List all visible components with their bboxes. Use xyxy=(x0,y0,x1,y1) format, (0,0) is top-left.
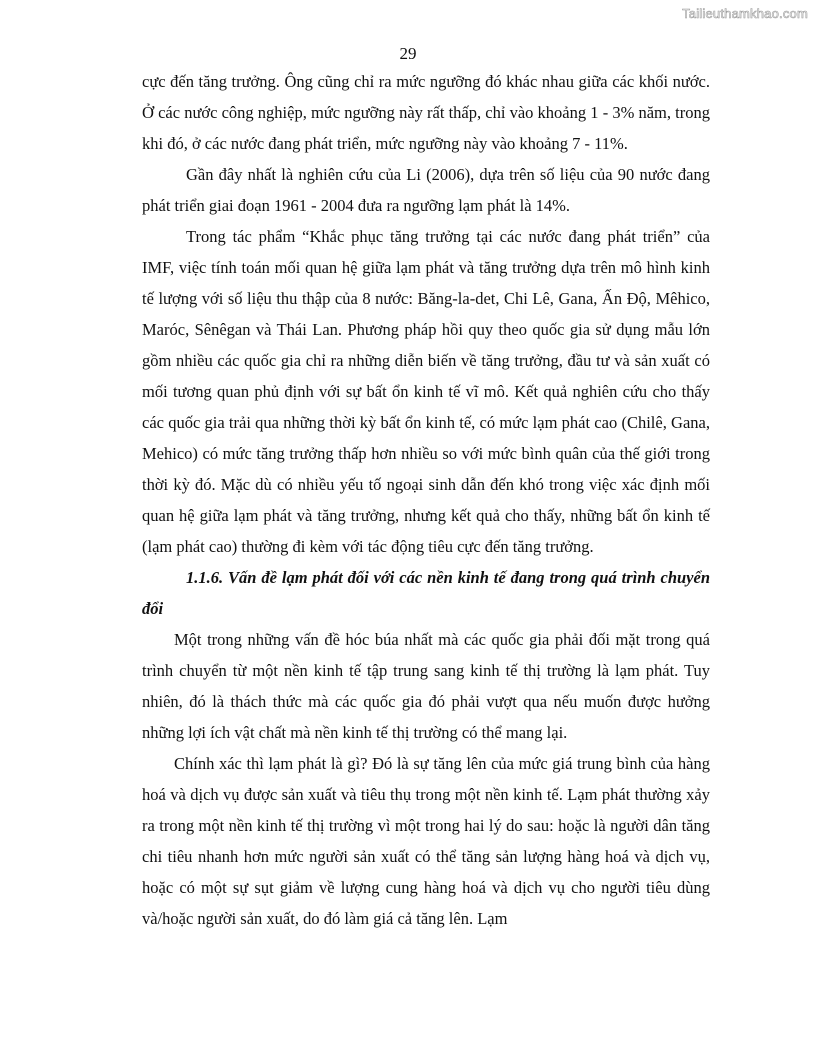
paragraph-inflation-definition: Chính xác thì lạm phát là gì? Đó là sự tăng lên của mức giá trung bình của hàng hoá và dịch vụ được sản xuất và tiêu thụ trong một nền kinh tế. Lạm phát thường xảy ra trong một nền kinh tế thị trường vì một trong hai lý do sau: hoặc là người dân tăng chi tiêu nhanh hơn mức người sản xuất có thể tăng sản lượng hàng hoá và dịch vụ, hoặc có một sự sụt giảm về lượng cung hàng hoá và dịch vụ cho người tiêu dùng và/hoặc người sản xuất, do đó làm giá cả tăng lên. Lạm xyxy=(142,754,710,928)
paragraph-continuation: cực đến tăng trưởng. Ông cũng chỉ ra mức ngưỡng đó khác nhau giữa các khối nước. Ở các nước công nghiệp, mức ngưỡng này rất thấp, chỉ vào khoảng 1 - 3% năm, trong khi đó, ở các nước đang phát triển, mức ngưỡng này vào khoảng 7 - 11%. xyxy=(142,72,710,153)
document-body xyxy=(142,66,710,934)
paragraph-transition-economies: Một trong những vấn đề hóc búa nhất mà các quốc gia phải đối mặt trong quá trình chuyển từ một nền kinh tế tập trung sang kinh tế thị trường là lạm phát. Tuy nhiên, đó là thách thức mà các quốc gia đó phải vượt qua nếu muốn được hưởng những lợi ích vật chất mà nền kinh tế thị trường có thể mang lại. xyxy=(142,630,710,742)
section-heading: 1.1.6. Vấn đề lạm phát đối với các nền kinh tế đang trong quá trình chuyển đổi xyxy=(142,568,710,618)
paragraph-imf-study: Trong tác phẩm “Khắc phục tăng trưởng tại các nước đang phát triển” của IMF, việc tính toán mối quan hệ giữa lạm phát và tăng trưởng dựa trên mô hình kinh tế lượng với số liệu thu thập của 8 nước: Băng-la-det, Chi Lê, Gana, Ấn Độ, Mêhico, Maróc, Sênêgan và Thái Lan. Phương pháp hồi quy theo quốc gia sử dụng mẫu lớn gồm nhiều các quốc gia chỉ ra những diễn biến về tăng trưởng, đầu tư và sản xuất có mối tương quan phủ định với sự bất ổn kinh tế vĩ mô. Kết quả nghiên cứu cho thấy các quốc gia trải qua những thời kỳ bất ổn kinh tế, có mức lạm phát cao (Chilê, Gana, Mehico) có mức tăng trưởng thấp hơn nhiều so với mức bình quân của thế giới trong thời kỳ đó. Mặc dù có nhiều yếu tố ngoại sinh dẫn đến khó trong việc xác định mối quan hệ giữa lạm phát và tăng trưởng, nhưng kết quả cho thấy, những bất ổn kinh tế (lạm phát cao) thường đi kèm với tác động tiêu cực đến tăng trưởng. xyxy=(142,227,710,556)
paragraph-li-study: Gần đây nhất là nghiên cứu của Li (2006), dựa trên số liệu của 90 nước đang phát triển giai đoạn 1961 - 2004 đưa ra ngưỡng lạm phát là 14%. xyxy=(142,165,710,215)
page-number: 29 xyxy=(399,44,417,63)
watermark: Tailieuthamkhao.com xyxy=(682,6,808,21)
